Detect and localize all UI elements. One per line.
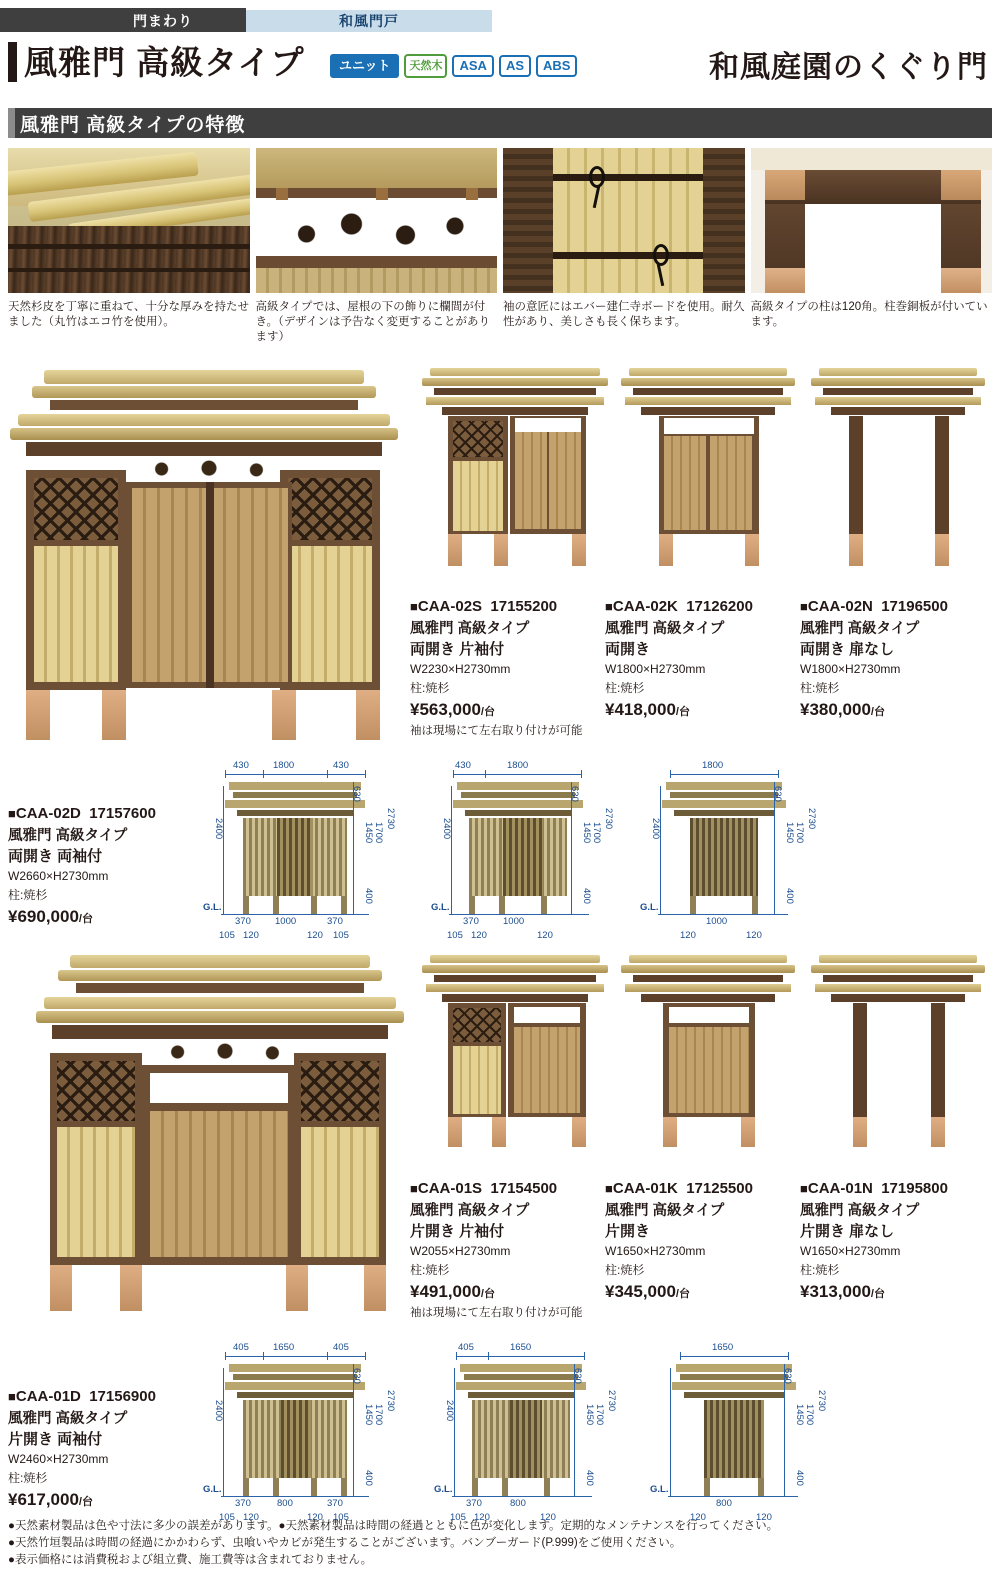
badge-group xyxy=(330,54,577,78)
feature-band xyxy=(8,108,992,138)
dimension-drawing-caa-01k xyxy=(650,1342,827,1527)
product-code-caa-02k: ■CAA-02K 17126200 xyxy=(605,598,753,615)
feature-photo-cedar-bark xyxy=(8,148,250,293)
product-type-caa-01d: 片開き 両袖付 xyxy=(8,1431,103,1448)
dim-foot-3: 120 xyxy=(537,930,553,941)
badge-natural-wood: 天然木 xyxy=(404,54,447,78)
dim-right-2730: 2730 xyxy=(806,808,817,830)
dim-foot-3: 120 xyxy=(307,930,323,941)
product-name-caa-01s: 風雅門 高級タイプ xyxy=(410,1203,530,1219)
breadcrumb-subcategory: 和風門戸 xyxy=(246,10,492,32)
product-image-caa-01n xyxy=(805,955,990,1150)
product-material-caa-02s: 柱:焼杉 xyxy=(410,681,450,695)
product-block-caa-02k xyxy=(605,598,800,720)
dim-right-400: 400 xyxy=(581,888,592,904)
footnote-3: ●表示価格には消費税および組立費、施工費等は含まれておりません。 xyxy=(8,1554,373,1566)
dim-foot-2: 120 xyxy=(756,1512,772,1523)
dim-foot-2: 120 xyxy=(243,930,259,941)
dim-bottom-1: 370 xyxy=(463,916,479,927)
dim-top-1: 1800 xyxy=(702,760,724,771)
product-price-caa-01n: ¥313,000/台 xyxy=(800,1282,885,1301)
dim-foot-1: 105 xyxy=(450,1512,466,1523)
dim-right-1700: 1700 xyxy=(591,822,602,844)
product-name-caa-02d: 風雅門 高級タイプ xyxy=(8,828,128,844)
product-material-caa-02d: 柱:焼杉 xyxy=(8,888,48,902)
dim-foot-1: 105 xyxy=(219,930,235,941)
dim-right-630: 630 xyxy=(569,786,580,802)
dim-right-2730: 2730 xyxy=(385,808,396,830)
product-code-caa-01n: ■CAA-01N 17195800 xyxy=(800,1180,948,1197)
dimension-drawing-caa-01s xyxy=(434,1342,617,1527)
dim-foot-2: 120 xyxy=(243,1512,259,1523)
dim-bottom-1: 370 xyxy=(235,916,251,927)
dim-foot-1: 120 xyxy=(690,1512,706,1523)
dim-bottom-2: 800 xyxy=(510,1498,526,1509)
dim-bottom-3: 370 xyxy=(327,916,343,927)
gl-label: G.L. xyxy=(434,1484,453,1495)
dim-right-400: 400 xyxy=(363,888,374,904)
product-block-caa-02d xyxy=(8,805,218,927)
product-image-caa-02s xyxy=(420,368,610,568)
feature-caption-2: 高級タイプでは、屋根の下の飾りに欄間が付き。（デザインは予告なく変更することがあります） xyxy=(255,301,490,343)
product-material-caa-02k: 柱:焼杉 xyxy=(605,681,645,695)
product-image-caa-02n xyxy=(805,368,990,568)
product-type-caa-01n: 片開き 扉なし xyxy=(800,1223,895,1240)
product-name-caa-01d: 風雅門 高級タイプ xyxy=(8,1411,128,1427)
dim-right-1450: 1450 xyxy=(784,822,795,844)
dim-right-400: 400 xyxy=(794,1470,805,1486)
dim-right-630: 630 xyxy=(782,1368,793,1384)
product-material-caa-01k: 柱:焼杉 xyxy=(605,1263,645,1277)
product-image-caa-01k xyxy=(615,955,800,1150)
dimension-drawing-caa-02s xyxy=(431,760,614,945)
footnotes xyxy=(8,1518,992,1569)
dim-right-1700: 1700 xyxy=(373,1404,384,1426)
dimension-drawing-caa-02d xyxy=(203,760,396,945)
product-name-caa-01k: 風雅門 高級タイプ xyxy=(605,1203,725,1219)
product-image-caa-01s xyxy=(420,955,610,1150)
product-code-caa-01s: ■CAA-01S 17154500 xyxy=(410,1180,558,1197)
product-size-caa-02n: W1800×H2730mm xyxy=(800,662,901,676)
product-name-caa-02s: 風雅門 高級タイプ xyxy=(410,621,530,637)
product-code-caa-01d: ■CAA-01D 17156900 xyxy=(8,1388,156,1405)
dim-left-2400: 2400 xyxy=(441,818,452,840)
product-size-caa-01n: W1650×H2730mm xyxy=(800,1244,901,1258)
product-material-caa-01d: 柱:焼杉 xyxy=(8,1471,48,1485)
dim-right-1450: 1450 xyxy=(363,822,374,844)
product-material-caa-02n: 柱:焼杉 xyxy=(800,681,840,695)
product-block-caa-01d xyxy=(8,1388,218,1510)
header-bar xyxy=(0,0,1000,34)
product-note-caa-01s: 袖は現場にて左右取り付けが可能 xyxy=(410,1307,583,1319)
dim-left-2400: 2400 xyxy=(444,1400,455,1422)
dim-right-630: 630 xyxy=(351,786,362,802)
badge-as: AS xyxy=(499,55,531,77)
feature-photo-post-copper xyxy=(751,148,993,293)
dim-right-400: 400 xyxy=(584,1470,595,1486)
dim-foot-2: 120 xyxy=(474,1512,490,1523)
product-price-caa-02n: ¥380,000/台 xyxy=(800,700,885,719)
dim-bottom-2: 1000 xyxy=(503,916,525,927)
dim-right-630: 630 xyxy=(351,1368,362,1384)
feature-photo-ranma-carving xyxy=(256,148,498,293)
product-size-caa-01s: W2055×H2730mm xyxy=(410,1244,511,1258)
dim-right-1700: 1700 xyxy=(804,1404,815,1426)
product-name-caa-01n: 風雅門 高級タイプ xyxy=(800,1203,920,1219)
product-code-caa-02d: ■CAA-02D 17157600 xyxy=(8,805,156,822)
product-image-caa-02d xyxy=(4,370,404,750)
dim-bottom-2: 800 xyxy=(277,1498,293,1509)
dim-foot-3: 120 xyxy=(307,1512,323,1523)
dim-right-630: 630 xyxy=(572,1368,583,1384)
dim-bottom-1: 370 xyxy=(235,1498,251,1509)
product-block-caa-02s xyxy=(410,598,605,738)
product-size-caa-02s: W2230×H2730mm xyxy=(410,662,511,676)
product-price-caa-02s: ¥563,000/台 xyxy=(410,700,495,719)
dim-right-1450: 1450 xyxy=(363,1404,374,1426)
badge-asa: ASA xyxy=(452,55,493,77)
product-block-caa-01s xyxy=(410,1180,605,1320)
product-type-caa-01k: 片開き xyxy=(605,1223,651,1240)
gl-label: G.L. xyxy=(640,902,659,913)
product-size-caa-02d: W2660×H2730mm xyxy=(8,869,109,883)
badge-unit: ユニット xyxy=(330,54,399,78)
dim-foot-1: 105 xyxy=(447,930,463,941)
dim-top-1: 430 xyxy=(233,760,249,771)
product-size-caa-01d: W2460×H2730mm xyxy=(8,1452,109,1466)
product-type-caa-02d: 両開き 両袖付 xyxy=(8,848,103,865)
product-type-caa-02n: 両開き 扉なし xyxy=(800,641,895,658)
title-accent-bar xyxy=(8,42,17,82)
product-material-caa-01s: 柱:焼杉 xyxy=(410,1263,450,1277)
product-name-caa-02n: 風雅門 高級タイプ xyxy=(800,621,920,637)
product-code-caa-02s: ■CAA-02S 17155200 xyxy=(410,598,558,615)
dim-right-2730: 2730 xyxy=(816,1390,827,1412)
dim-top-3: 430 xyxy=(333,760,349,771)
gl-label: G.L. xyxy=(431,902,450,913)
footnote-1: ●天然素材製品は色や寸法に多少の誤差があります。●天然素材製品は時間の経過とともに色が変化します。定期的なメンテナンスを行ってください。 xyxy=(8,1520,779,1532)
dim-foot-2: 120 xyxy=(471,930,487,941)
product-price-caa-02k: ¥418,000/台 xyxy=(605,700,690,719)
gl-label: G.L. xyxy=(203,902,222,913)
breadcrumb-category: 門まわり xyxy=(78,10,248,32)
feature-band-title: 風雅門 高級タイプの特徴 xyxy=(20,114,246,136)
dim-left-2400: 2400 xyxy=(213,1400,224,1422)
dim-right-1700: 1700 xyxy=(794,822,805,844)
product-type-caa-02s: 両開き 片袖付 xyxy=(410,641,505,658)
dimension-drawing-caa-02k xyxy=(640,760,817,945)
badge-abs: ABS xyxy=(536,55,577,77)
product-type-caa-02k: 両開き xyxy=(605,641,651,658)
dim-right-1450: 1450 xyxy=(794,1404,805,1426)
dim-right-2730: 2730 xyxy=(606,1390,617,1412)
feature-caption-1: 天然杉皮を丁寧に重ねて、十分な厚みを持たせました（丸竹はエコ竹を使用）。 xyxy=(8,301,249,328)
dim-bottom-1: 800 xyxy=(716,1498,732,1509)
dim-top-2: 1650 xyxy=(273,1342,295,1353)
dim-right-2730: 2730 xyxy=(385,1390,396,1412)
feature-band-accent xyxy=(8,108,15,138)
dim-top-1: 405 xyxy=(233,1342,249,1353)
dim-left-2400: 2400 xyxy=(650,818,661,840)
dim-right-1700: 1700 xyxy=(373,822,384,844)
dim-right-630: 630 xyxy=(772,786,783,802)
page-tagline: 和風庭園のくぐり門 xyxy=(709,51,988,84)
dim-bottom-1: 370 xyxy=(466,1498,482,1509)
dim-top-2: 1650 xyxy=(510,1342,532,1353)
dim-right-1700: 1700 xyxy=(594,1404,605,1426)
dim-top-1: 405 xyxy=(458,1342,474,1353)
footnote-2: ●天然竹垣製品は時間の経過にかかわらず、虫喰いやカビが発生することがございます。バンブーガード(P.999)をご使用ください。 xyxy=(8,1537,682,1549)
dim-bottom-3: 370 xyxy=(327,1498,343,1509)
dim-top-1: 430 xyxy=(455,760,471,771)
dim-right-2730: 2730 xyxy=(603,808,614,830)
dim-right-1450: 1450 xyxy=(584,1404,595,1426)
product-size-caa-01k: W1650×H2730mm xyxy=(605,1244,706,1258)
product-price-caa-01d: ¥617,000/台 xyxy=(8,1490,93,1509)
dim-top-2: 1800 xyxy=(507,760,529,771)
dim-right-1450: 1450 xyxy=(581,822,592,844)
gl-label: G.L. xyxy=(650,1484,669,1495)
product-code-caa-02n: ■CAA-02N 17196500 xyxy=(800,598,948,615)
feature-caption-row xyxy=(8,300,992,345)
dim-right-400: 400 xyxy=(784,888,795,904)
feature-caption-3: 袖の意匠にはエバー建仁寺ボードを使用。耐久性があり、美しさも長く保ちます。 xyxy=(503,301,745,328)
dim-top-3: 405 xyxy=(333,1342,349,1353)
product-code-caa-01k: ■CAA-01K 17125500 xyxy=(605,1180,753,1197)
product-note-caa-02s: 袖は現場にて左右取り付けが可能 xyxy=(410,725,583,737)
dim-foot-4: 105 xyxy=(333,930,349,941)
dim-foot-4: 105 xyxy=(333,1512,349,1523)
product-image-caa-01d xyxy=(30,955,410,1315)
product-price-caa-01k: ¥345,000/台 xyxy=(605,1282,690,1301)
gl-label: G.L. xyxy=(203,1484,222,1495)
dim-top-1: 1650 xyxy=(712,1342,734,1353)
dim-left-2400: 2400 xyxy=(213,818,224,840)
product-block-caa-02n xyxy=(800,598,995,720)
dimension-drawing-caa-01d xyxy=(203,1342,396,1527)
product-block-caa-01k xyxy=(605,1180,800,1302)
dim-foot-3: 120 xyxy=(540,1512,556,1523)
dim-bottom-1: 1000 xyxy=(706,916,728,927)
dim-top-2: 1800 xyxy=(273,760,295,771)
dim-foot-1: 120 xyxy=(680,930,696,941)
product-material-caa-01n: 柱:焼杉 xyxy=(800,1263,840,1277)
product-type-caa-01s: 片開き 片袖付 xyxy=(410,1223,505,1240)
product-price-caa-02d: ¥690,000/台 xyxy=(8,907,93,926)
feature-photo-row xyxy=(8,148,992,293)
dim-right-400: 400 xyxy=(363,1470,374,1486)
product-name-caa-02k: 風雅門 高級タイプ xyxy=(605,621,725,637)
page-title: 風雅門 高級タイプ xyxy=(24,44,305,81)
dim-bottom-2: 1000 xyxy=(275,916,297,927)
product-block-caa-01n xyxy=(800,1180,995,1302)
feature-photo-kenninji-board xyxy=(503,148,745,293)
product-price-caa-01s: ¥491,000/台 xyxy=(410,1282,495,1301)
feature-caption-4: 高級タイプの柱は120角。柱巻銅板が付いています。 xyxy=(750,301,988,328)
product-image-caa-02k xyxy=(615,368,800,568)
dim-foot-1: 105 xyxy=(219,1512,235,1523)
dim-foot-2: 120 xyxy=(746,930,762,941)
product-size-caa-02k: W1800×H2730mm xyxy=(605,662,706,676)
